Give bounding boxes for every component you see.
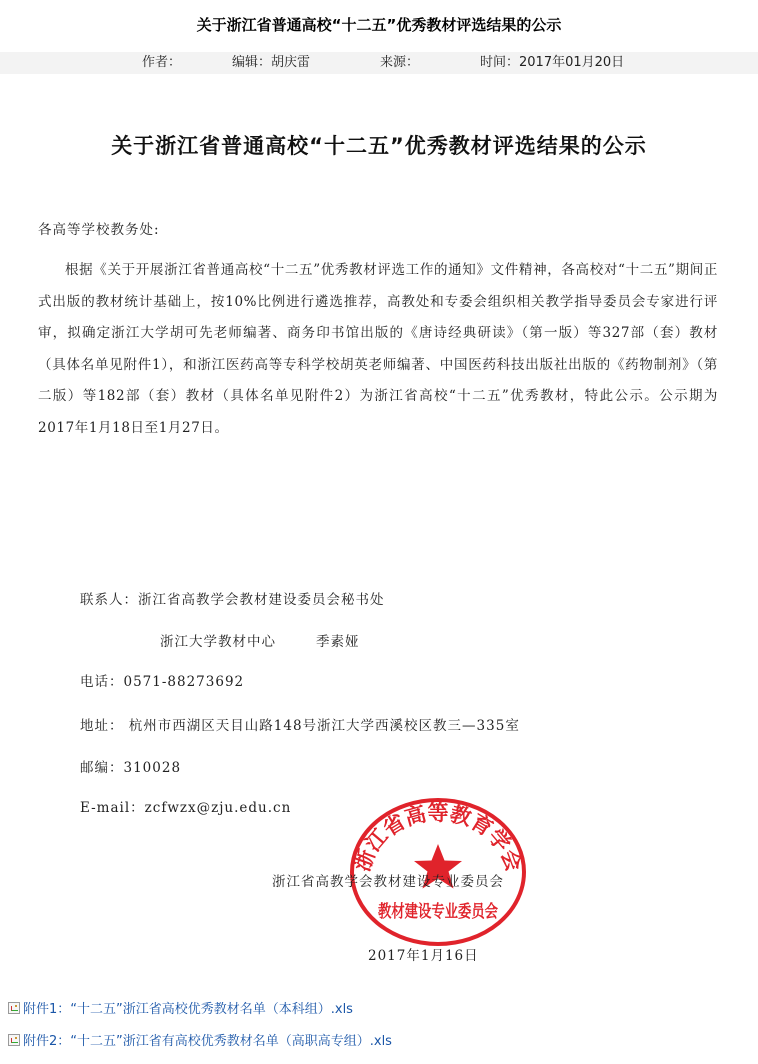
salutation: 各高等学校教务处: (38, 222, 160, 238)
contact-person: 季素娅 (316, 634, 360, 650)
seal-outer-text: 浙江省高等教育学会 (349, 800, 527, 875)
source-label: 来源： (380, 55, 420, 70)
contact-person-line (80, 588, 385, 608)
attachment-link-1[interactable] (8, 998, 353, 1017)
broken-image-icon (8, 1002, 20, 1014)
address-line: 地址： 杭州市西湖区天目山路148号浙江大学西溪校区教三—335室 (80, 718, 520, 734)
attachment-label-2: 附件2：“十二五”浙江省有高校优秀教材名单（高职高专组）.xls (23, 1034, 392, 1049)
contact-dept-line (160, 630, 360, 650)
phone-line: 电话：0571-88273692 (80, 674, 245, 690)
article-meta-bar (0, 52, 758, 74)
signature-date: 2017年1月16日 (368, 948, 479, 964)
signature-organization: 浙江省高教学会教材建设专业委员会 (272, 874, 504, 890)
contact-dept: 浙江大学教材中心 (160, 634, 276, 650)
seal-inner-text: 教材建设专业委员会 (378, 902, 531, 922)
publish-time: 时间：2017年01月20日 (480, 55, 625, 70)
postcode-line: 邮编：310028 (80, 760, 182, 776)
broken-image-icon (8, 1034, 20, 1046)
page-title: 关于浙江省普通高校“十二五”优秀教材评选结果的公示 (196, 16, 562, 34)
email-line: E-mail：zcfwzx@zju.edu.cn (80, 800, 292, 816)
document-title: 关于浙江省普通高校“十二五”优秀教材评选结果的公示 (111, 134, 647, 158)
body-paragraph: 根据《关于开展浙江省普通高校“十二五”优秀教材评选工作的通知》文件精神，各高校对“十二五”期间正式出版的教材统计基础上，按10%比例进行遴选推荐，高教处和专委会组织相关教学指导委员会专家进行评审，拟确定浙江大学胡可先老师编著、商务印书馆出版的《唐诗经典研读》（第一版）等327部（套）教材（具体名单见附件1），和浙江医药高等专科学校胡英老师编著、中国医药科技出版社出版的《药物制剂》（第二版）等182部（套）教材（具体名单见附件2）为浙江省高校“十二五”优秀教材，特此公示。公示期为2017年1月18日至1月27日。 (38, 262, 718, 436)
contact-label: 联系人： (80, 592, 138, 608)
contact-org: 浙江省高教学会教材建设委员会秘书处 (138, 592, 385, 608)
editor-label: 编辑：胡庆雷 (232, 55, 311, 70)
author-label: 作者： (142, 55, 182, 70)
attachment-link-2[interactable] (8, 1030, 392, 1049)
attachment-label-1: 附件1：“十二五”浙江省高校优秀教材名单（本科组）.xls (23, 1002, 353, 1017)
